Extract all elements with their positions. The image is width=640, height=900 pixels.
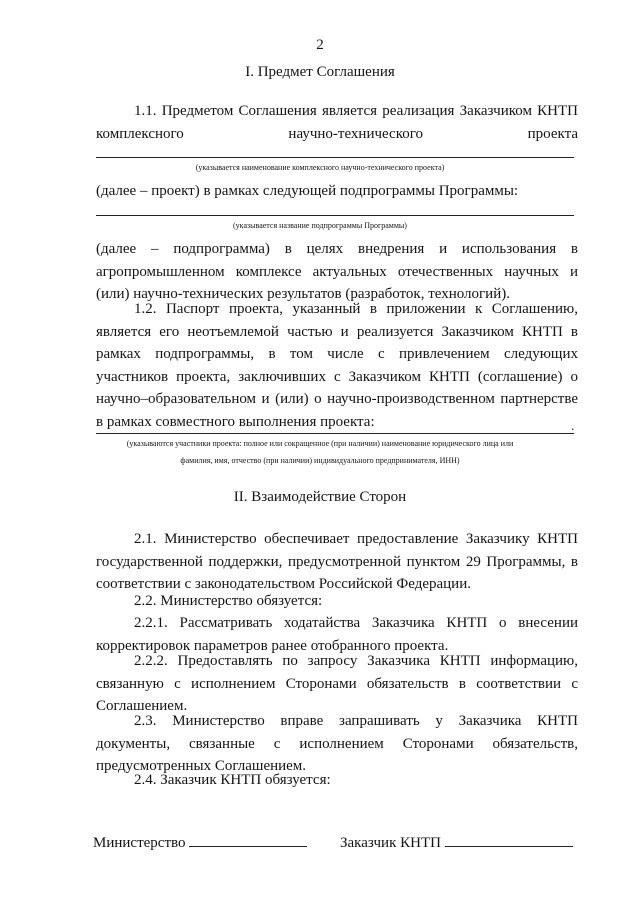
subprogram-caption: (указывается название подпрограммы Программы) <box>233 221 407 230</box>
project-name-caption: (указывается наименование комплексного научно-технического проекта) <box>195 163 445 172</box>
customer-signature-label: Заказчик КНТП <box>340 835 441 851</box>
paragraph-1-2: 1.2. Паспорт проекта, указанный в приложении к Соглашению, является его неотъемлемой частью и реализуется Заказчиком КНТП в рамках подпрограммы, в том числе с привлечением следующих участников проекта, заключивших с Заказчиком КНТП (соглашение) о научно–образовательном и (или) о научно-производственном партнерстве в рамках совместного выполнения проекта: <box>96 301 578 430</box>
customer-signature <box>340 832 573 852</box>
participants-caption-line-2: фамилия, имя, отчество (при наличии) индивидуального предпринимателя, ИНН) <box>180 456 460 465</box>
section-1-heading: I. Предмет Соглашения <box>245 64 395 80</box>
project-line: (далее – проект) в рамках следующей подпрограммы Программы: <box>96 183 519 199</box>
paragraph-1-1: 1.1. Предметом Соглашения является реализация Заказчиком КНТП комплексного научно-технического проекта <box>96 103 578 142</box>
participants-caption-line-1: (указываются участники проекта: полное или сокращенное (при наличии) наименование юридического лица или <box>126 439 514 448</box>
paragraph-2-3: 2.3. Министерство вправе запрашивать у Заказчика КНТП документы, связанные с исполнением Сторонами обязательств, предусмотренных Соглашением. <box>96 713 578 774</box>
project-name-blank-line <box>96 157 574 158</box>
paragraph-2-2-2: 2.2.2. Предоставлять по запросу Заказчика КНТП информацию, связанную с исполнением Сторонами обязательств в соответствии с Соглашением. <box>96 653 578 714</box>
participants-blank-line <box>96 433 574 434</box>
subprogram-blank-line <box>96 215 574 216</box>
ministry-signature <box>93 832 307 852</box>
participants-period: . <box>571 418 575 433</box>
page-number: 2 <box>316 37 324 53</box>
paragraph-2-2-1: 2.2.1. Рассматривать ходатайства Заказчика КНТП о внесении корректировок параметров ранее отобранного проекта. <box>96 615 578 654</box>
ministry-signature-line <box>189 832 307 847</box>
paragraph-2-2: 2.2. Министерство обязуется: <box>134 593 323 609</box>
section-2-heading: II. Взаимодействие Сторон <box>233 489 407 505</box>
ministry-signature-label: Министерство <box>93 835 186 851</box>
paragraph-subprogram: (далее – подпрограмма) в целях внедрения и использования в агропромышленном комплексе актуальных отечественных научных и (или) научно-технических результатов (разработок, технологий). <box>96 241 578 302</box>
paragraph-2-1: 2.1. Министерство обеспечивает предоставление Заказчику КНТП государственной поддержки, предусмотренной пунктом 29 Программы, в соответствии с законодательством Российской Федерации. <box>96 531 578 592</box>
customer-signature-line <box>445 832 573 847</box>
paragraph-2-4: 2.4. Заказчик КНТП обязуется: <box>134 772 331 788</box>
